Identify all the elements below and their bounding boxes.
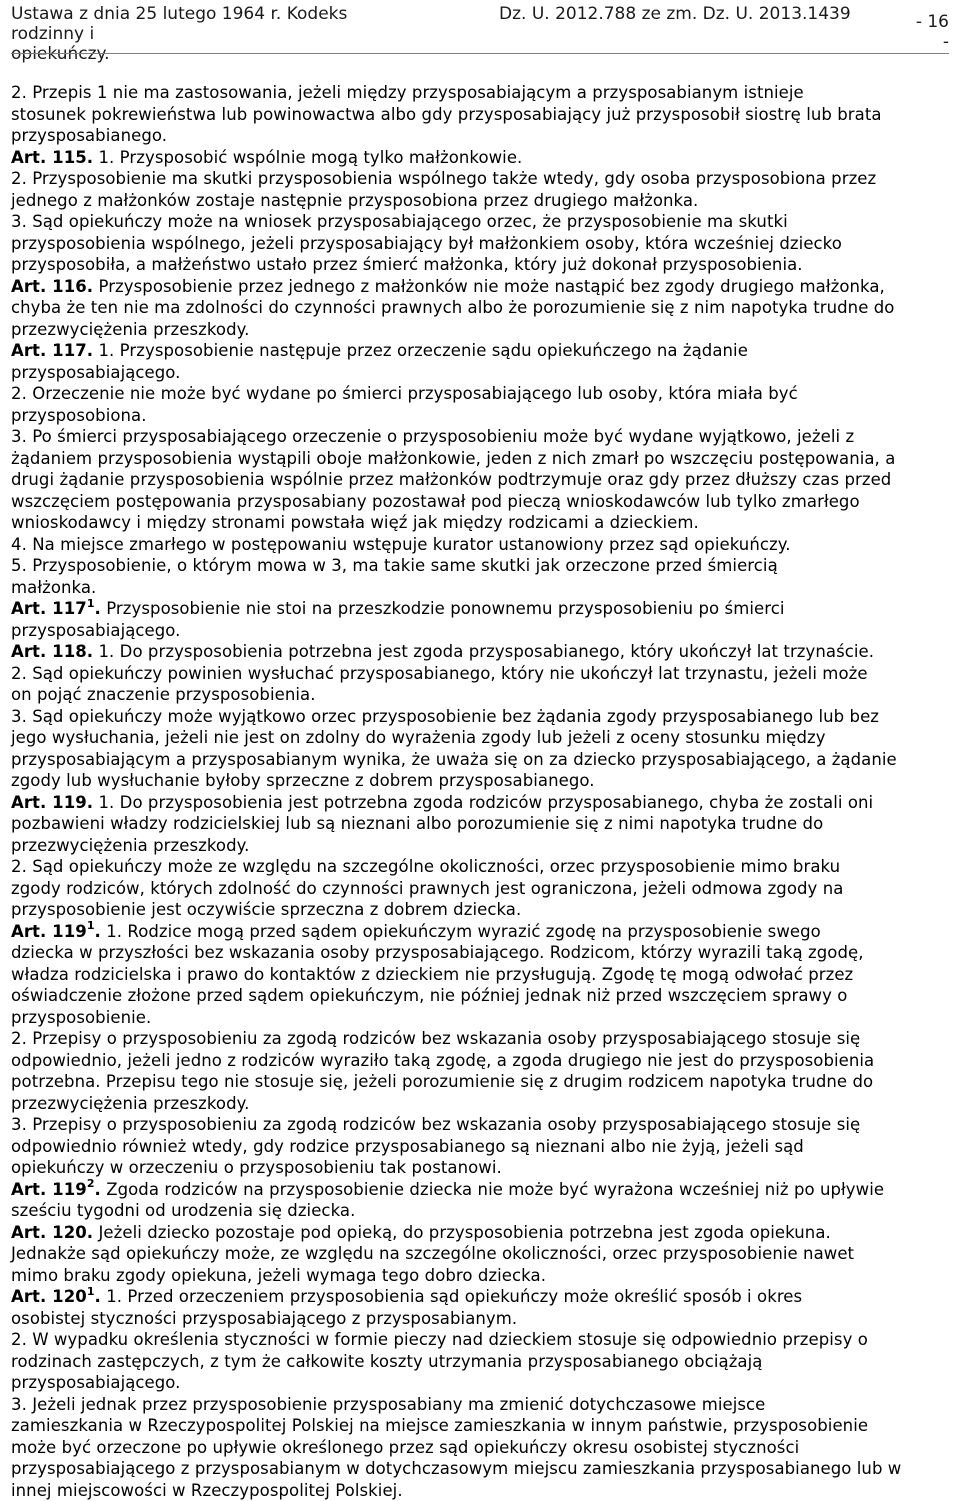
text-line	[11, 663, 949, 685]
text-run: drugi żądanie przysposobienia wspólnie przez małżonków podtrzymuje oraz gdy przez dłuższy czas przed	[11, 470, 891, 489]
article-number: .	[95, 922, 101, 941]
text-run: przysposobiła, a małżeństwo ustało przez śmierć małżonka, który już dokonał przysposobienia.	[11, 255, 803, 274]
text-line	[11, 125, 949, 147]
text-line	[11, 405, 949, 427]
text-line	[11, 1136, 949, 1158]
text-run: 1. Do przysposobienia potrzebna jest zgoda przysposabianego, który ukończył lat trzynaście.	[98, 642, 874, 661]
text-line	[11, 340, 949, 362]
text-run: 1. Do przysposobienia jest potrzebna zgoda rodziców przysposabianego, chyba że zostali oni	[98, 793, 873, 812]
text-run: wnioskodawcy i między stronami powstała więź jak między rodzicami a dzieckiem.	[11, 513, 699, 532]
text-line	[11, 1114, 949, 1136]
text-run: wszczęciem postępowania przysposabiany pozostawał pod pieczą wnioskodawców lub tylko zmarłego	[11, 492, 860, 511]
text-line	[11, 276, 949, 298]
text-line	[11, 1480, 949, 1501]
document-body	[11, 82, 949, 1501]
article-number: Art. 120	[11, 1287, 87, 1306]
text-run: on pojąć znaczenie przysposobienia.	[11, 685, 316, 704]
text-run: jednego z małżonków zostaje następnie przysposobiona przez drugiego małżonka.	[11, 191, 698, 210]
article-number: .	[95, 1180, 101, 1199]
text-run: małżonka.	[11, 578, 96, 597]
text-line	[11, 1415, 949, 1437]
text-line	[11, 1093, 949, 1115]
text-line	[11, 1265, 949, 1287]
text-run: 1. Rodzice mogą przed sądem opiekuńczym wyrazić zgodę na przysposobienie swego	[106, 922, 821, 941]
text-line	[11, 319, 949, 341]
text-run: rodzinach zastępczych, z tym że całkowite koszty utrzymania przysposabianego obciążają	[11, 1352, 762, 1371]
text-line	[11, 383, 949, 405]
article-number: Art. 116.	[11, 277, 93, 296]
article-number: Art. 120.	[11, 1223, 93, 1242]
text-line	[11, 168, 949, 190]
text-run: przysposobienia wspólnego, jeżeli przysposabiający był małżonkiem osoby, która wcześniej dziecko	[11, 234, 842, 253]
article-number: Art. 119	[11, 922, 87, 941]
text-run: zgody lub wysłuchanie byłoby sprzeczne z dobrem przysposabianego.	[11, 771, 595, 790]
article-number: Art. 117.	[11, 341, 93, 360]
article-number: 1	[87, 597, 95, 610]
text-run: 1 nie ma zastosowania, jeżeli między przysposabiającym a przysposabianym istnieje	[97, 83, 804, 102]
text-line	[11, 899, 949, 921]
text-run: przysposabianego.	[11, 126, 167, 145]
article-number: Art. 119	[11, 1180, 87, 1199]
text-run: 3. Przepisy o przysposobieniu za zgodą rodziców bez wskazania osoby przysposabiającego stosuje się	[11, 1115, 860, 1134]
text-line	[11, 792, 949, 814]
article-number: 2	[87, 1177, 95, 1190]
text-line	[11, 684, 949, 706]
text-line	[11, 1050, 949, 1072]
text-line	[11, 1007, 949, 1029]
article-number: 1	[87, 1285, 95, 1298]
text-run: przysposobienie.	[11, 1008, 151, 1027]
text-line	[11, 921, 949, 943]
text-line	[11, 233, 949, 255]
article-number: Art. 115.	[11, 148, 93, 167]
text-run: przysposabiającego z przysposabianym w dotychczasowym miejscu zamieszkania przysposabianego lub w	[11, 1459, 901, 1478]
text-line	[11, 878, 949, 900]
text-line	[11, 813, 949, 835]
text-line	[11, 1179, 949, 1201]
text-run: przysposabiającego.	[11, 1373, 181, 1392]
text-line	[11, 534, 949, 556]
article-number: 1	[87, 919, 95, 932]
text-run: mimo braku zgody opiekuna, jeżeli wymaga tego dobro dziecka.	[11, 1266, 546, 1285]
text-line	[11, 964, 949, 986]
text-run: przezwyciężenia przeszkody.	[11, 1094, 249, 1113]
article-number: Art. 117	[11, 599, 87, 618]
text-line	[11, 985, 949, 1007]
text-line	[11, 469, 949, 491]
text-run: Zgoda rodziców na przysposobienie dziecka nie może być wyrażona wcześniej niż po upływie	[101, 1180, 884, 1199]
text-line	[11, 770, 949, 792]
text-run: innej miejscowości w Rzeczypospolitej Polskiej.	[11, 1481, 403, 1500]
text-line	[11, 942, 949, 964]
text-line	[11, 641, 949, 663]
text-line	[11, 512, 949, 534]
text-run: oświadczenie złożone przed sądem opiekuńczym, nie później jednak niż przed wszczęciem sprawy o	[11, 986, 847, 1005]
page-number-line: -	[916, 32, 949, 52]
text-line	[11, 1458, 949, 1480]
text-line	[11, 1028, 949, 1050]
text-line	[11, 426, 949, 448]
text-line	[11, 1308, 949, 1330]
text-run: 2. Przepis	[11, 83, 97, 102]
text-run: 5. Przysposobienie, o którym mowa w	[11, 556, 331, 575]
text-line	[11, 448, 949, 470]
text-line	[11, 749, 949, 771]
header-rule	[11, 53, 949, 54]
text-run: przysposabiającym a przysposabianym wynika, że uważa się on za dziecko przysposabiającego, a żądanie	[11, 750, 897, 769]
text-run: pozbawieni władzy rodzicielskiej lub są nieznani albo porozumienie się z nimi napotyka trudne do	[11, 814, 823, 833]
journal-reference: Dz. U. 2012.788 ze zm. Dz. U. 2013.1439	[499, 4, 851, 24]
text-run: stosunek pokrewieństwa lub powinowactwa albo gdy przysposabiający już przysposobił siostrę lub brata	[11, 105, 882, 124]
text-line	[11, 1222, 949, 1244]
text-run: odpowiednio również wtedy, gdy rodzice przysposabianego są nieznani albo nie żyją, jeżeli sąd	[11, 1137, 804, 1156]
text-run: sześciu tygodni od urodzenia się dziecka.	[11, 1201, 355, 1220]
text-run: potrzebna. Przepisu tego nie stosuje się, jeżeli porozumienie się z drugim rodzicem napotyka trudne do	[11, 1072, 873, 1091]
text-run: 2. Sąd opiekuńczy powinien wysłuchać przysposabianego, który nie ukończył lat trzynastu, jeżeli może	[11, 664, 868, 683]
text-line	[11, 1071, 949, 1093]
text-line	[11, 1286, 949, 1308]
text-run: chyba że ten nie ma zdolności do czynności prawnych albo że porozumienie się z nim napotyka trudne do	[11, 298, 894, 317]
text-run: zgody rodziców, których zdolność do czynności prawnych jest ograniczona, jeżeli odmowa zgody na	[11, 879, 843, 898]
text-run: przysposobienie jest oczywiście sprzeczna z dobrem dziecka.	[11, 900, 521, 919]
text-line	[11, 1394, 949, 1416]
text-run: 3. Sąd opiekuńczy może wyjątkowo orzec przysposobienie bez żądania zgody przysposabianego lub bez	[11, 707, 879, 726]
text-line	[11, 1351, 949, 1373]
text-line	[11, 1437, 949, 1459]
text-line	[11, 856, 949, 878]
article-number: Art. 118.	[11, 642, 93, 661]
text-run: 2. Przepisy o przysposobieniu za zgodą rodziców bez wskazania osoby przysposabiającego stosuje się	[11, 1029, 860, 1048]
text-line	[11, 577, 949, 599]
text-run: przezwyciężenia przeszkody.	[11, 320, 249, 339]
text-run: władza rodzicielska i prawo do kontaktów z dzieckiem nie przysługują. Zgodę tę mogą odwołać przez	[11, 965, 853, 984]
text-line	[11, 1157, 949, 1179]
text-run: może być orzeczone po upływie określonego przez sąd opiekuńczy okresu osobistej styczności	[11, 1438, 799, 1457]
text-run: 3, ma takie same skutki jak orzeczone przed śmiercią	[331, 556, 778, 575]
text-line	[11, 147, 949, 169]
text-run: opiekuńczy w orzeczeniu o przysposobieniu tak postanowi.	[11, 1158, 502, 1177]
article-number: .	[95, 1287, 101, 1306]
text-run: zamieszkania w Rzeczypospolitej Polskiej na miejsce zamieszkania w innym państwie, przysposobienie	[11, 1416, 868, 1435]
text-line	[11, 1372, 949, 1394]
text-line	[11, 254, 949, 276]
text-run: przysposobiona.	[11, 406, 147, 425]
act-title	[11, 4, 401, 64]
text-run: 3. Po śmierci przysposabiającego orzeczenie o przysposobieniu może być wydane wyjątkowo, jeżeli z	[11, 427, 854, 446]
text-run: 3. Sąd opiekuńczy może na wniosek przysposabiającego orzec, że przysposobienie ma skutki	[11, 212, 788, 231]
text-run: 1. Przed orzeczeniem przysposobienia sąd opiekuńczy może określić sposób i okres	[106, 1287, 802, 1306]
text-run: 2. W wypadku określenia styczności w formie pieczy nad dzieckiem stosuje się odpowiednio przepisy o	[11, 1330, 868, 1349]
text-line	[11, 104, 949, 126]
text-run: 2. Sąd opiekuńczy może ze względu na szczególne okoliczności, orzec przysposobienie mimo braku	[11, 857, 840, 876]
text-run: jego wysłuchania, jeżeli nie jest on zdolny do wyrażenia zgody lub jeżeli z oceny stosunku między	[11, 728, 826, 747]
text-line	[11, 190, 949, 212]
text-run: 2. Orzeczenie nie może być wydane po śmierci przysposabiającego lub osoby, która miała być	[11, 384, 798, 403]
text-line	[11, 555, 949, 577]
text-run: osobistej styczności przysposabiającego z przysposabianym.	[11, 1309, 517, 1328]
text-run: przysposabiającego.	[11, 363, 181, 382]
act-title-line: Ustawa z dnia 25 lutego 1964 r. Kodeks rodzinny i	[11, 4, 401, 44]
text-run: przysposabiającego.	[11, 621, 181, 640]
text-run: dziecka w przyszłości bez wskazania osoby przysposabiającego. Rodzicom, którzy wyrazili taką zgodę,	[11, 943, 864, 962]
page-number-line: - 16	[916, 12, 949, 32]
text-line	[11, 1329, 949, 1351]
text-run: przezwyciężenia przeszkody.	[11, 836, 249, 855]
act-title-line: opiekuńczy.	[11, 44, 401, 64]
page-header	[11, 0, 949, 54]
text-run: 3. Jeżeli jednak przez przysposobienie przysposabiany ma zmienić dotychczasowe miejsce	[11, 1395, 765, 1414]
text-line	[11, 598, 949, 620]
text-run: Jeżeli dziecko pozostaje pod opieką, do przysposobienia potrzebna jest zgoda opiekuna.	[93, 1223, 831, 1242]
text-line	[11, 727, 949, 749]
page-number	[916, 12, 949, 52]
text-run: żądaniem przysposobienia wystąpili oboje małżonkowie, jeden z nich zmarł po wszczęciu postępowania, a	[11, 449, 895, 468]
text-line	[11, 1200, 949, 1222]
text-run: Przysposobienie przez jednego z małżonków nie może nastąpić bez zgody drugiego małżonka,	[93, 277, 885, 296]
text-run: Przysposobienie nie stoi na przeszkodzie ponownemu przysposobieniu po śmierci	[101, 599, 785, 618]
text-run: odpowiednio, jeżeli jedno z rodziców wyraziło taką zgodę, a zgoda drugiego nie jest do przysposobienia	[11, 1051, 874, 1070]
text-line	[11, 706, 949, 728]
text-run: 1. Przysposobienie następuje przez orzeczenie sądu opiekuńczego na żądanie	[98, 341, 747, 360]
text-line	[11, 620, 949, 642]
text-run: 2. Przysposobienie ma skutki przysposobienia wspólnego także wtedy, gdy osoba przysposobiona przez	[11, 169, 876, 188]
text-run: 1. Przysposobić wspólnie mogą tylko małżonkowie.	[98, 148, 522, 167]
text-line	[11, 835, 949, 857]
text-line	[11, 82, 949, 104]
text-line	[11, 211, 949, 233]
text-run: 4. Na miejsce zmarłego w postępowaniu wstępuje kurator ustanowiony przez sąd opiekuńczy.	[11, 535, 791, 554]
text-run: Jednakże sąd opiekuńczy może, ze względu na szczególne okoliczności, orzec przysposobienie nawet	[11, 1244, 854, 1263]
text-line	[11, 362, 949, 384]
article-number: Art. 119.	[11, 793, 93, 812]
article-number: .	[95, 599, 101, 618]
text-line	[11, 297, 949, 319]
text-line	[11, 1243, 949, 1265]
text-line	[11, 491, 949, 513]
